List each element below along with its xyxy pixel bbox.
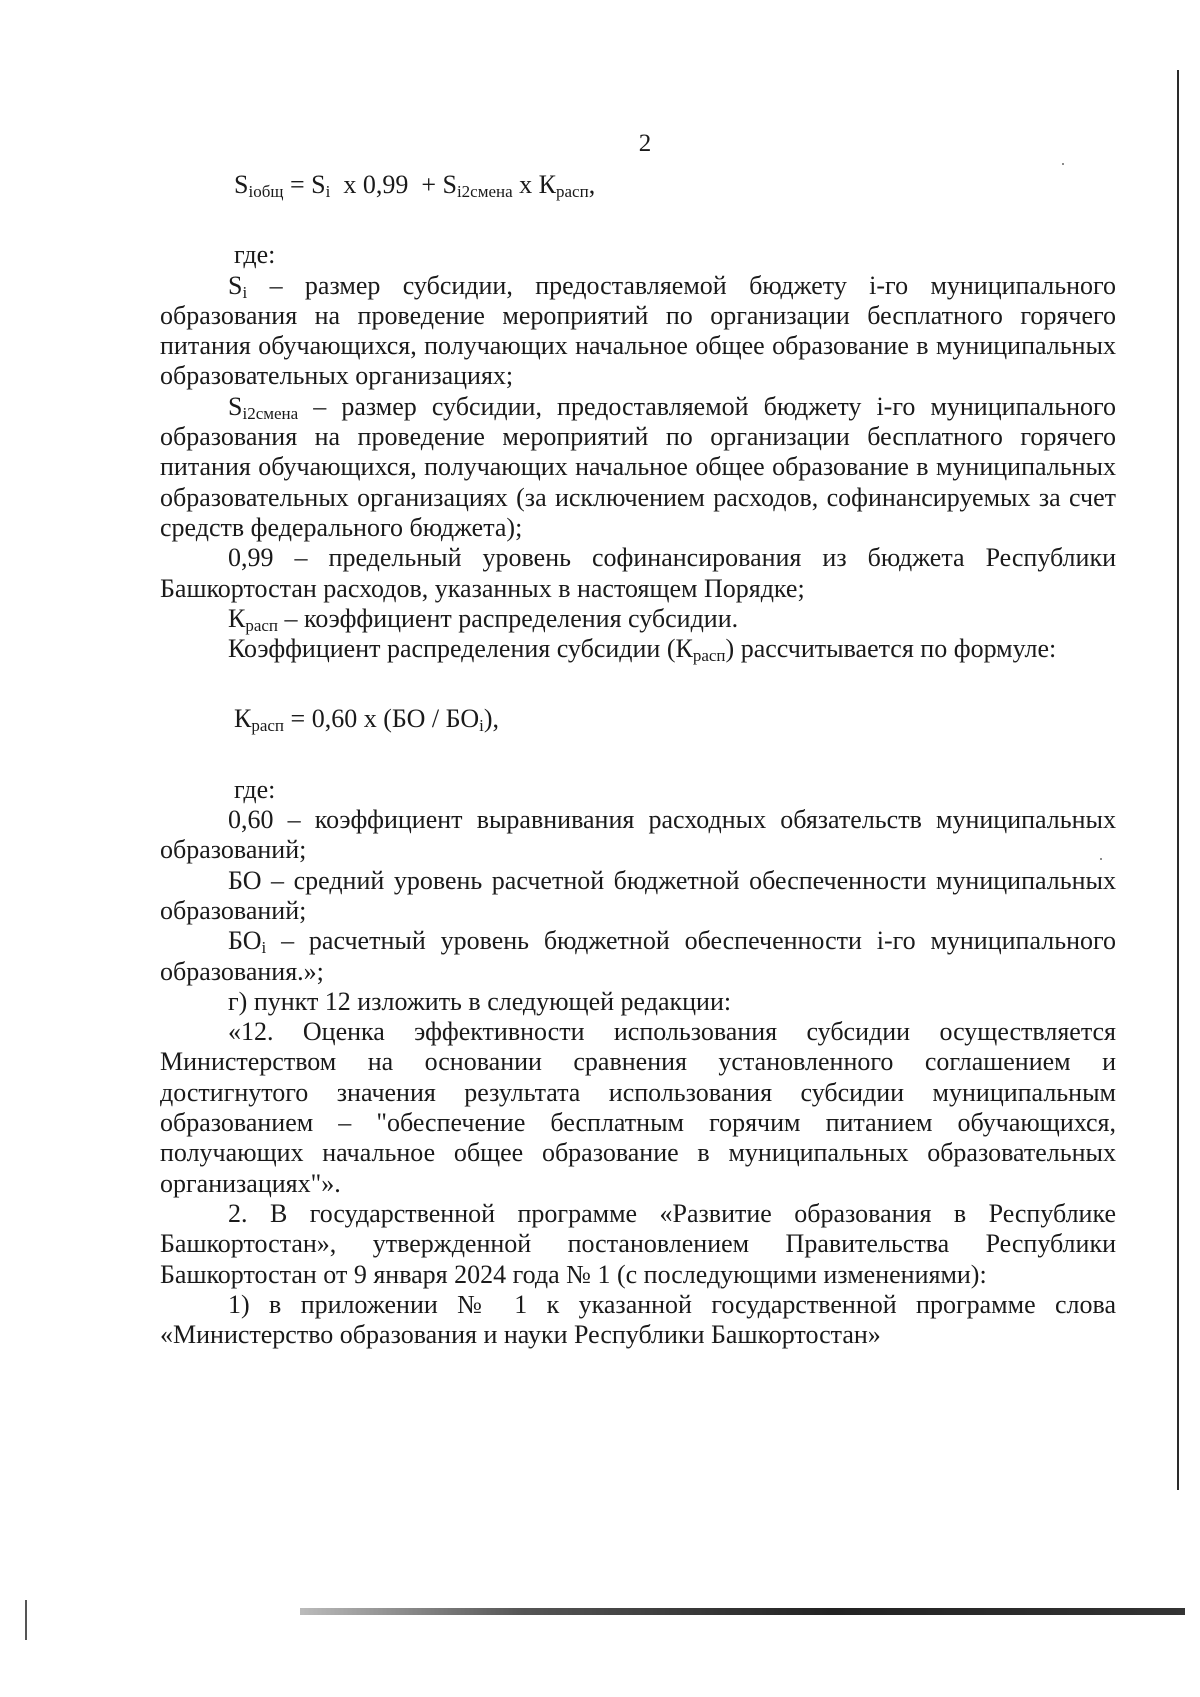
scan-edge-left — [25, 1600, 27, 1640]
scan-speck — [1100, 858, 1102, 860]
page-number: 2 — [638, 130, 652, 157]
where-label-1: где: — [234, 240, 276, 270]
item-1: 1) в приложении № 1 к указанной государственной программе слова «Министерство образования и науки Республики Башкортостан» — [160, 1289, 1116, 1350]
definition-bo: БО – средний уровень расчетной бюджетной обеспеченности муниципальных образований; — [160, 865, 1116, 925]
definition-k-rasp: $К_{расп}$ – коэффициент распределения субсидии. — [228, 603, 739, 635]
document-body — [160, 170, 1116, 1350]
item-2: 2. В государственной программе «Развитие образования в Республике Башкортостан», утвержденной постановлением Правительства Республики Башкортостан от 9 января 2024 года № 1 (с последующими изменениями): — [160, 1198, 1116, 1289]
formula-subsidy-total: $S_{iобщ} = S_i$ x $0,99 + S_{i2смена}$ x $К_{расп}$, — [234, 170, 596, 201]
coefficient-intro: Коэффициент распределения субсидии $(К_{расп})$ рассчитывается по формуле: — [228, 634, 1057, 666]
formula-k-rasp: $К_{расп} = 0,60$ х $(БО / БО_i)$, — [234, 704, 500, 736]
definition-si: $S_i$ – размер субсидии, предоставляемой бюджету i-го муниципального образования на проведение мероприятий по организации бесплатного горячего питания обучающихся, получающих начальное общее образование в муниципальных образовательных организациях; — [160, 270, 1116, 391]
definition-si2smena: $S_{i2смена}$ – размер субсидии, предоставляемой бюджету i-го муниципального образования на проведение мероприятий по организации бесплатного горячего питания обучающихся, получающих начальное общее образование в муниципальных образовательных организациях (за исключением расходов, софинансируемых за счет средств федерального бюджета); — [160, 391, 1116, 542]
scan-edge-bottom — [300, 1608, 1185, 1615]
item-g: г) пункт 12 изложить в следующей редакции: — [228, 986, 732, 1016]
definition-boi: $БО_i$ – расчетный уровень бюджетной обеспеченности i-го муниципального образования.»; — [160, 926, 1116, 986]
scan-edge-right — [1177, 70, 1179, 1490]
where-label-2: где: — [234, 774, 276, 804]
definition-060: 0,60 – коэффициент выравнивания расходных обязательств муниципальных образований; — [160, 805, 1116, 865]
scan-speck — [1062, 163, 1064, 165]
item-12: «12. Оценка эффективности использования субсидии осуществляется Министерством на основании сравнения установленного соглашением и достигнутого значения результата использования субсидии муниципальным образованием – "обеспечение бесплатным горячим питанием обучающихся, получающих начальное общее образование в муниципальных образовательных организациях"». — [160, 1017, 1116, 1198]
definition-099: 0,99 – предельный уровень софинансирования из бюджета Республики Башкортостан расходов, указанных в настоящем Порядке; — [160, 543, 1116, 603]
